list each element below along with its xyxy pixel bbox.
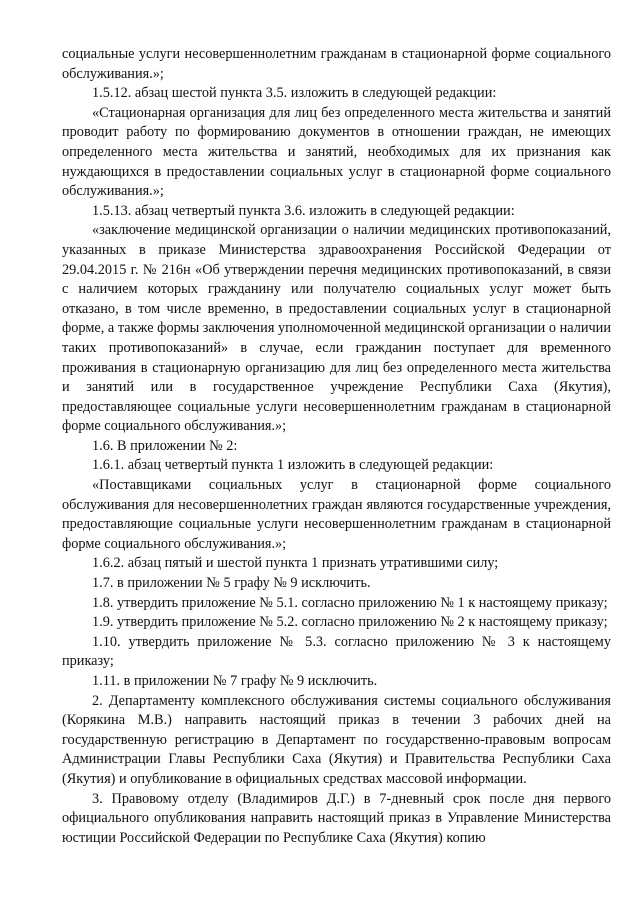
paragraph-8: «Поставщиками социальных услуг в стационарной форме социального обслуживания для несовершеннолетних граждан являются государственные учреждения, предоставляющие социальные услуги несовершеннолетним гражданам в стационарной форме социального обслуживания.»; — [62, 477, 611, 552]
paragraph-13: 1.10. утвердить приложение № 5.3. согласно приложению № 3 к настоящему приказу; — [62, 633, 611, 670]
paragraph-12: 1.9. утвердить приложение № 5.2. согласно приложению № 2 к настоящему приказу; — [92, 614, 608, 631]
paragraph-4: 1.5.13. абзац четвертый пункта 3.6. изложить в следующей редакции: — [92, 202, 515, 219]
paragraph-5: «заключение медицинской организации о наличии медицинских противопоказаний, указанных в приказе Министерства здравоохранения Российской Федерации от 29.04.2015 г. № 216н «Об утверждении перечня медицинских противопоказаний, в связи с наличием которых гражданину или получателю социальных услуг может быть отказано, в том числе временно, в предоставлении социальных услуг в стационарной форме, а также формы заключения уполномоченной медицинской организации о наличии таких противопоказаний» в случае, если гражданин поступает для временного проживания в стационарную организацию для лиц без определенного места жительства и занятий или в государственное учреждение Республики Саха (Якутия), предоставляющее социальные услуги несовершеннолетним гражданам в стационарной форме социального обслуживания.»; — [62, 222, 611, 435]
paragraph-11: 1.8. утвердить приложение № 5.1. согласно приложению № 1 к настоящему приказу; — [92, 594, 608, 611]
paragraph-15: 2. Департаменту комплексного обслуживания системы социального обслуживания (Корякина М.В.) направить настоящий приказ в течении 3 рабочих дней на государственную регистрацию в Департамент по государственно-правовым вопросам Администрации Главы Республики Саха (Якутия) и Правительства Республики Саха (Якутия) и опубликование в официальных средствах массовой информации. — [62, 692, 611, 787]
paragraph-10: 1.7. в приложении № 5 графу № 9 исключить. — [92, 575, 371, 592]
paragraph-9: 1.6.2. абзац пятый и шестой пункта 1 признать утратившими силу; — [92, 555, 499, 572]
paragraph-14: 1.11. в приложении № 7 графу № 9 исключить. — [92, 673, 378, 689]
paragraph-7: 1.6.1. абзац четвертый пункта 1 изложить в следующей редакции: — [92, 457, 494, 474]
paragraph-1: социальные услуги несовершеннолетним гражданам в стационарной форме социального обслуживания.»; — [62, 46, 611, 82]
paragraph-16: 3. Правовому отделу (Владимиров Д.Г.) в 7-дневный срок после дня первого официального опубликования направить настоящий приказ в Управление Министерства юстиции Российской Федерации по Республике Саха (Якутия) копию — [62, 790, 611, 846]
paragraph-6: 1.6. В приложении № 2: — [92, 437, 238, 454]
paragraph-3: «Стационарная организация для лиц без определенного места жительства и занятий проводит работу по формированию документов в отношении граждан, не имеющих определенного места жительства и занятий, необходимых для их признания как нуждающихся в предоставлении социальных услуг в стационарной форме социального обслуживания.»; — [62, 104, 611, 200]
paragraph-2: 1.5.12. абзац шестой пункта 3.5. изложить в следующей редакции: — [92, 85, 497, 102]
